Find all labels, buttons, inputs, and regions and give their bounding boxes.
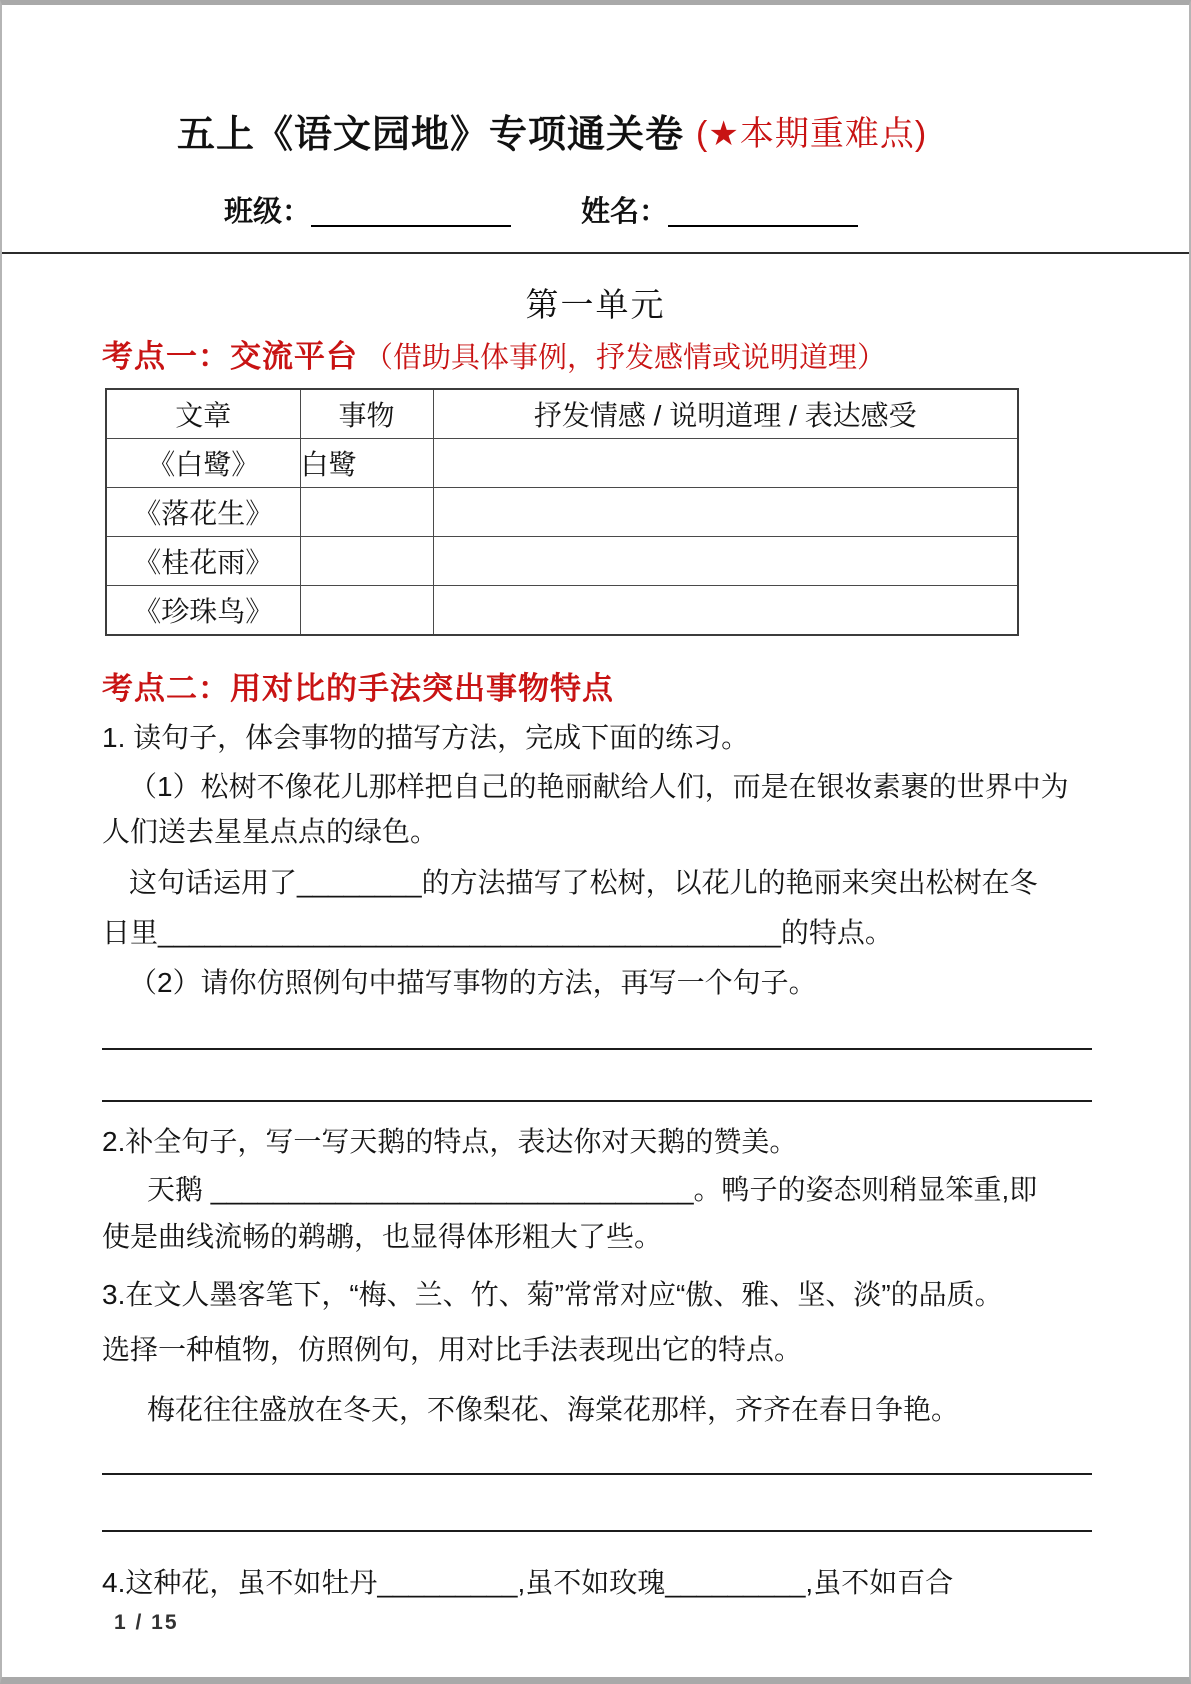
table-cell-article: 《落花生》 [106,488,300,537]
question-3-intro-cont: 选择一种植物，仿照例句，用对比手法表现出它的特点。 [102,1334,803,1365]
table-cell-answer[interactable] [433,537,1018,586]
table-cell-article: 《珍珠鸟》 [106,586,300,636]
student-info-row [224,189,858,230]
page-title-highlight: (★本期重难点) [696,115,928,153]
name-label: 姓名： [581,196,669,228]
answer-line[interactable] [102,1530,1092,1532]
comparison-table [105,388,1019,636]
table-cell-object[interactable] [300,537,433,586]
question-1-1-sentence-cont: 人们送去星星点点的绿色。 [102,816,439,847]
section2-heading [102,663,614,708]
table-header-object: 事物 [300,389,433,439]
section1-heading-bold: 考点一：交流平台 [102,339,358,374]
table-header-article: 文章 [106,389,300,439]
question-1-1-fill-blank-cont: 日里________________________________________的特点。 [102,917,893,948]
question-1-1-sentence: （1）松树不像花儿那样把自己的艳丽献给人们，而是在银妆素裹的世界中为 [129,771,1069,802]
header-divider [2,252,1189,254]
question-1-intro: 1. 读句子，体会事物的描写方法，完成下面的练习。 [102,722,750,753]
table-cell-object: 白鹭 [300,439,433,488]
question-3-example: 梅花往往盛放在冬天，不像梨花、海棠花那样，齐齐在春日争艳。 [147,1394,960,1425]
table-cell-object[interactable] [300,586,433,636]
table-cell-answer[interactable] [433,488,1018,537]
question-1-2-prompt: （2）请你仿照例句中描写事物的方法，再写一个句子。 [129,967,817,998]
answer-line[interactable] [102,1473,1092,1475]
table-row [106,439,1018,488]
answer-line[interactable] [102,1100,1092,1102]
section1-heading-note: （借助具体事例，抒发感情或说明道理） [364,342,887,374]
table-header-emotion: 抒发情感 / 说明道理 / 表达感受 [433,389,1018,439]
section2-heading-bold: 考点二：用对比的手法突出事物特点 [102,671,614,706]
table-cell-object[interactable] [300,488,433,537]
section1-heading [102,331,886,376]
answer-line[interactable] [102,1048,1092,1050]
question-4-fill-blank: 4.这种花，虽不如牡丹_________,虽不如玫瑰_________,虽不如百合 [102,1567,954,1598]
question-2-fill-blank-cont: 使是曲线流畅的鹈鹕，也显得体形粗大了些。 [102,1221,663,1252]
table-header-row [106,389,1018,439]
name-input-line[interactable] [668,195,858,227]
table-cell-article: 《桂花雨》 [106,537,300,586]
table-cell-answer[interactable] [433,586,1018,636]
table-row [106,537,1018,586]
page-title [177,103,927,158]
table-cell-article: 《白鹭》 [106,439,300,488]
question-2-fill-blank: 天鹅 _______________________________。鸭子的姿态则稍显笨重,即 [147,1174,1038,1205]
table-row [106,488,1018,537]
question-2-intro: 2.补全句子，写一写天鹅的特点，表达你对天鹅的赞美。 [102,1126,798,1157]
question-3-intro: 3.在文人墨客笔下，“梅、兰、竹、菊”常常对应“傲、雅、坚、淡”的品质。 [102,1279,1003,1310]
table-cell-answer[interactable] [433,439,1018,488]
unit-title: 第一单元 [525,286,666,323]
page-title-main: 五上《语文园地》专项通关卷 [177,114,685,156]
page-number: 1 / 15 [114,1611,179,1634]
table-row [106,586,1018,636]
class-input-line[interactable] [311,195,511,227]
question-1-1-fill-blank: 这句话运用了________的方法描写了松树，以花儿的艳丽来突出松树在冬 [129,867,1038,898]
class-label: 班级： [224,196,312,228]
